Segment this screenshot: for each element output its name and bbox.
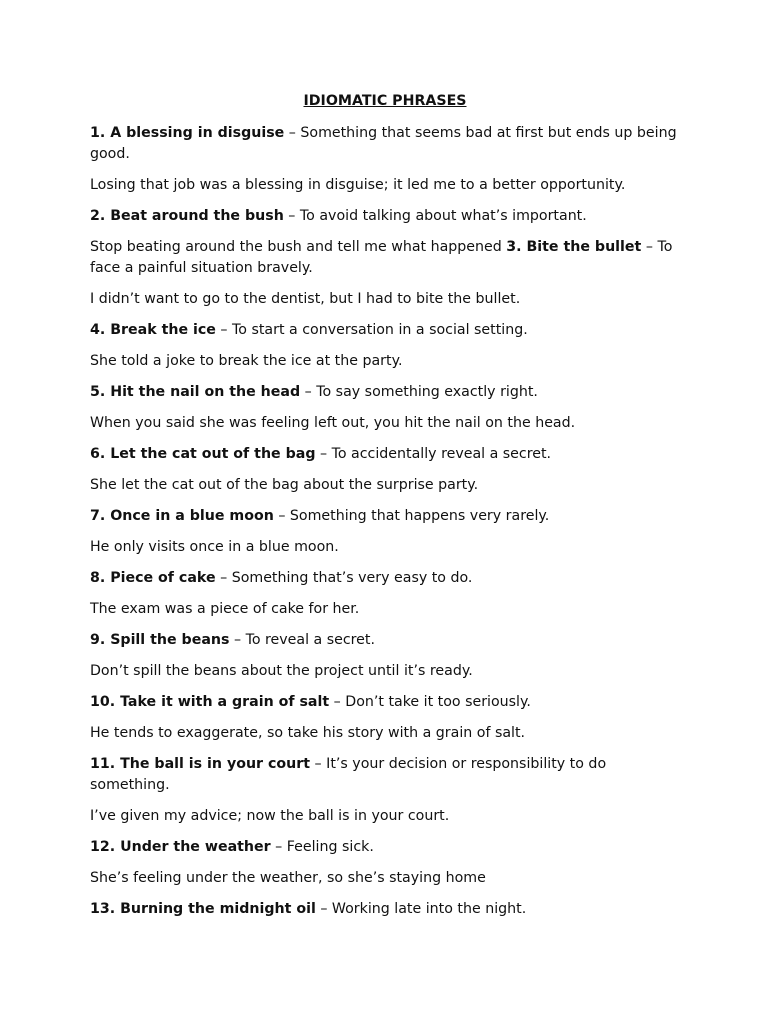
idiom-entry-6	[90, 444, 680, 465]
idiom-term: 1. A blessing in disguise	[90, 125, 285, 141]
idiom-definition: – To say something exactly right.	[300, 384, 538, 400]
idiom-definition: – To reveal a secret.	[229, 632, 375, 648]
idiom-entry-1	[90, 123, 680, 165]
idiom-example-8: The exam was a piece of cake for her.	[90, 601, 360, 617]
idiom-definition: – It’s your decision or responsibility to do something.	[90, 756, 607, 793]
idiom-example-1: Losing that job was a blessing in disguise; it led me to a better opportunity.	[90, 177, 626, 193]
idiom-entry-11	[90, 754, 680, 796]
idiom-term: 4. Break the ice	[90, 322, 216, 338]
idiom-term: 5. Hit the nail on the head	[90, 384, 301, 400]
idiom-definition: – To face a painful situation bravely.	[90, 239, 673, 276]
idiom-entry-7	[90, 506, 680, 527]
idiom-entry-8	[90, 568, 680, 589]
idiom-entry-9	[90, 630, 680, 651]
idiom-entry-4	[90, 320, 680, 341]
idiom-example-2-with-entry-3	[90, 237, 680, 279]
document-page	[90, 91, 680, 930]
idiom-example-6: She let the cat out of the bag about the surprise party.	[90, 477, 479, 493]
idiom-example-12: She’s feeling under the weather, so she’s staying home	[90, 870, 486, 886]
idiom-term: 3. Bite the bullet	[506, 239, 642, 255]
idiom-term: 10. Take it with a grain of salt	[90, 694, 330, 710]
idiom-definition: – To avoid talking about what’s important.	[283, 208, 587, 224]
idiom-example-10: He tends to exaggerate, so take his story with a grain of salt.	[90, 725, 526, 741]
idiom-example-2: Stop beating around the bush and tell me what happened	[90, 239, 507, 255]
idiom-term: 8. Piece of cake	[90, 570, 216, 586]
idiom-example-5: When you said she was feeling left out, you hit the nail on the head.	[90, 415, 576, 431]
idiom-definition: – To accidentally reveal a secret.	[315, 446, 552, 462]
idiom-term: 11. The ball is in your court	[90, 756, 311, 772]
idiom-term: 6. Let the cat out of the bag	[90, 446, 316, 462]
idiom-definition: – Something that happens very rarely.	[273, 508, 550, 524]
idiom-example-4: She told a joke to break the ice at the party.	[90, 353, 403, 369]
document-title: IDIOMATIC PHRASES	[303, 93, 467, 109]
idiom-example-7: He only visits once in a blue moon.	[90, 539, 339, 555]
idiom-example-11: I’ve given my advice; now the ball is in your court.	[90, 808, 450, 824]
idiom-definition: – To start a conversation in a social setting.	[215, 322, 528, 338]
idiom-term: 2. Beat around the bush	[90, 208, 284, 224]
idiom-entry-12	[90, 837, 680, 858]
idiom-definition: – Feeling sick.	[270, 839, 374, 855]
idiom-entry-2	[90, 206, 680, 227]
idiom-term: 12. Under the weather	[90, 839, 271, 855]
idiom-example-3: I didn’t want to go to the dentist, but I had to bite the bullet.	[90, 291, 521, 307]
idiom-definition: – Don’t take it too seriously.	[329, 694, 531, 710]
idiom-term: 9. Spill the beans	[90, 632, 230, 648]
idiom-entry-5	[90, 382, 680, 403]
idiom-definition: – Something that seems bad at first but ends up being good.	[90, 125, 677, 162]
idiom-example-9: Don’t spill the beans about the project until it’s ready.	[90, 663, 473, 679]
idiom-entry-13	[90, 899, 680, 920]
idiom-term: 7. Once in a blue moon	[90, 508, 274, 524]
idiom-term: 13. Burning the midnight oil	[90, 901, 316, 917]
idiom-definition: – Something that’s very easy to do.	[215, 570, 473, 586]
idiom-entry-10	[90, 692, 680, 713]
idiom-definition: – Working late into the night.	[315, 901, 527, 917]
